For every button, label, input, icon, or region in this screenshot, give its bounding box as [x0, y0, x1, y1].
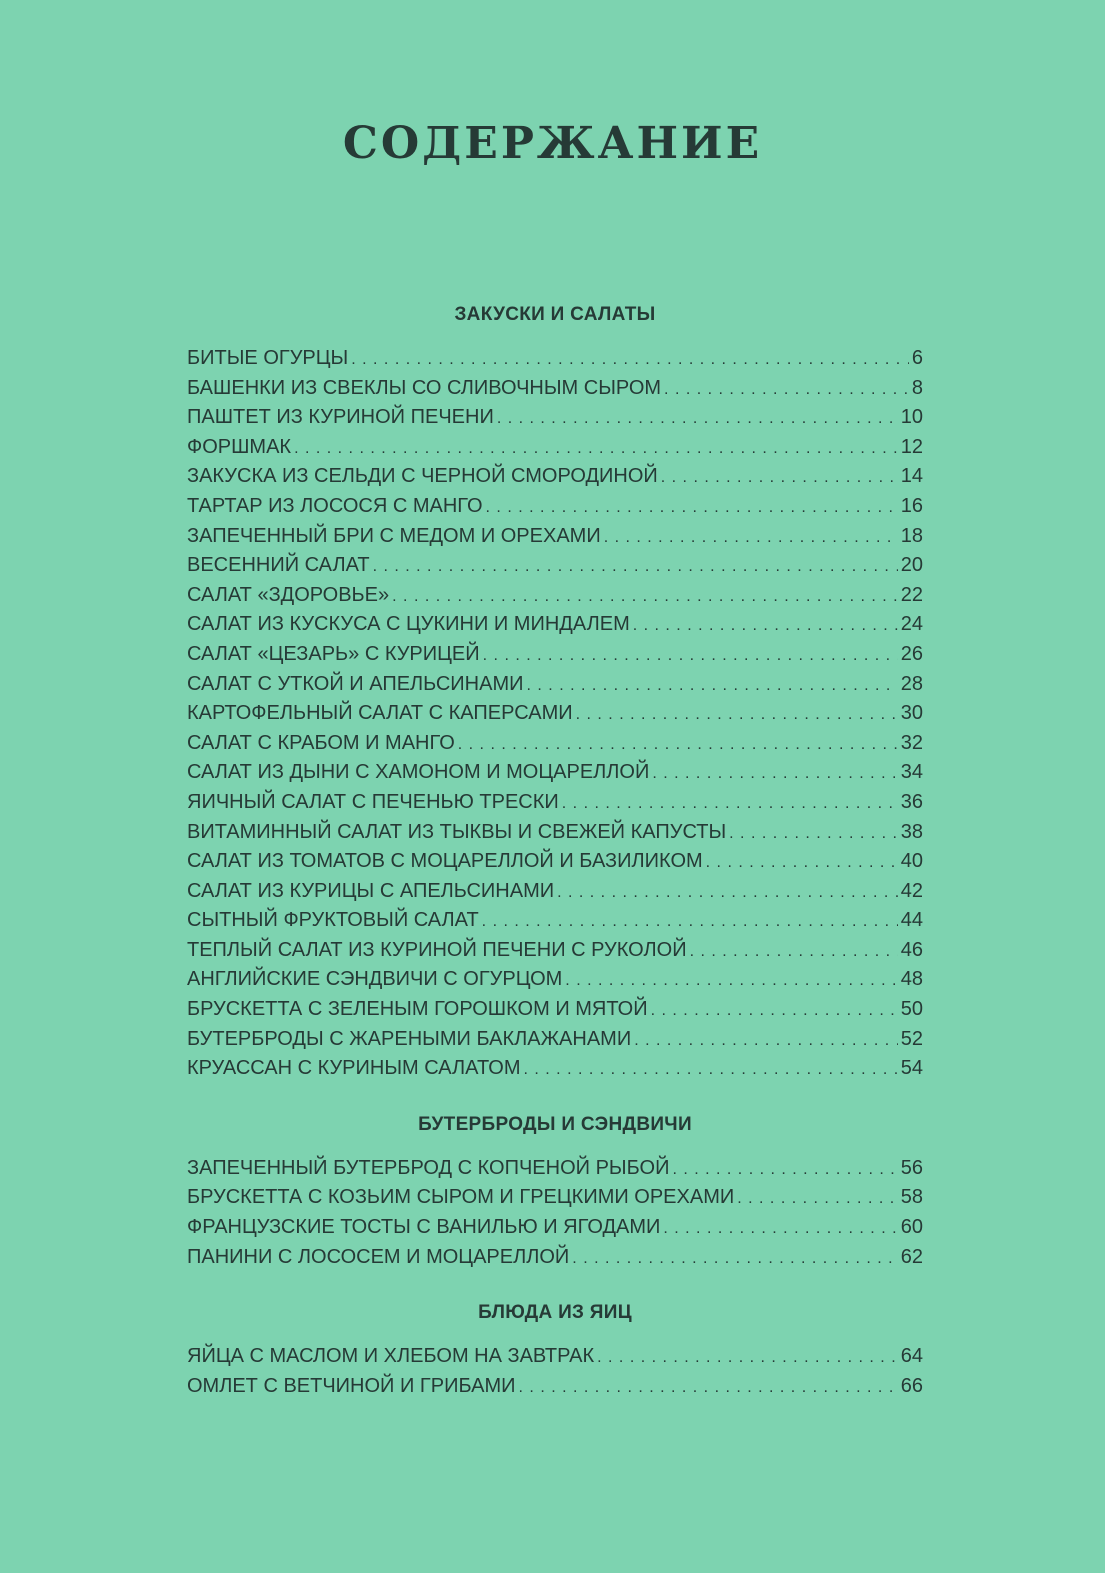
entry-title: САЛАТ С КРАБОМ И МАНГО: [187, 731, 455, 754]
dot-leader: [497, 404, 898, 434]
toc-list: [187, 1342, 923, 1401]
dot-leader: [633, 611, 898, 641]
entry-title: ЗАПЕЧЕННЫЙ БУТЕРБРОД С КОПЧЕНОЙ РЫБОЙ: [187, 1156, 670, 1179]
entry-title: ПАШТЕТ ИЗ КУРИНОЙ ПЕЧЕНИ: [187, 406, 494, 429]
entry-page-number: 42: [900, 879, 923, 902]
toc-entry[interactable]: [187, 965, 923, 995]
toc-section: [187, 300, 923, 1084]
toc-entry[interactable]: [187, 640, 923, 670]
dot-leader: [351, 345, 909, 375]
toc-list: [187, 1154, 923, 1272]
entry-page-number: 18: [900, 524, 923, 547]
toc-entry[interactable]: [187, 936, 923, 966]
entry-title: ФОРШМАК: [187, 435, 292, 458]
toc-entry[interactable]: [187, 1243, 923, 1273]
dot-leader: [604, 523, 898, 553]
entry-page-number: 32: [900, 731, 923, 754]
entry-page-number: 66: [900, 1374, 923, 1397]
entry-title: САЛАТ ИЗ КУСКУСА С ЦУКИНИ И МИНДАЛЕМ: [187, 613, 630, 636]
entry-page-number: 24: [900, 613, 923, 636]
entry-page-number: 48: [900, 968, 923, 991]
table-of-contents: [187, 300, 923, 1401]
entry-page-number: 50: [900, 998, 923, 1021]
dot-leader: [672, 1155, 897, 1185]
dot-leader: [482, 907, 898, 937]
dot-leader: [562, 789, 898, 819]
dot-leader: [652, 759, 897, 789]
dot-leader: [483, 641, 898, 671]
entry-title: САЛАТ С УТКОЙ И АПЕЛЬСИНАМИ: [187, 672, 524, 695]
entry-page-number: 20: [900, 554, 923, 577]
toc-entry[interactable]: [187, 1372, 923, 1402]
entry-title: ЯИЧНЫЙ САЛАТ С ПЕЧЕНЬЮ ТРЕСКИ: [187, 790, 559, 813]
entry-page-number: 40: [900, 850, 923, 873]
dot-leader: [527, 671, 898, 701]
entry-title: САЛАТ ИЗ ТОМАТОВ С МОЦАРЕЛЛОЙ И БАЗИЛИКОМ: [187, 850, 703, 873]
entry-page-number: 34: [900, 761, 923, 784]
dot-leader: [576, 700, 898, 730]
dot-leader: [651, 996, 898, 1026]
entry-page-number: 54: [900, 1057, 923, 1080]
entry-page-number: 58: [900, 1186, 923, 1209]
toc-entry[interactable]: [187, 699, 923, 729]
toc-entry[interactable]: [187, 462, 923, 492]
dot-leader: [458, 730, 898, 760]
entry-title: СЫТНЫЙ ФРУКТОВЫЙ САЛАТ: [187, 909, 479, 932]
entry-page-number: 38: [900, 820, 923, 843]
toc-entry[interactable]: [187, 581, 923, 611]
dot-leader: [572, 1244, 897, 1274]
entry-title: ТАРТАР ИЗ ЛОСОСЯ С МАНГО: [187, 494, 483, 517]
toc-entry[interactable]: [187, 729, 923, 759]
dot-leader: [524, 1055, 898, 1085]
dot-leader: [706, 848, 898, 878]
toc-entry[interactable]: [187, 492, 923, 522]
dot-leader: [729, 819, 898, 849]
toc-entry[interactable]: [187, 1154, 923, 1184]
toc-entry[interactable]: [187, 522, 923, 552]
entry-title: САЛАТ ИЗ ДЫНИ С ХАМОНОМ И МОЦАРЕЛЛОЙ: [187, 761, 650, 784]
entry-title: КАРТОФЕЛЬНЫЙ САЛАТ С КАПЕРСАМИ: [187, 702, 573, 725]
entry-title: ВЕСЕННИЙ САЛАТ: [187, 554, 370, 577]
entry-title: ФРАНЦУЗСКИЕ ТОСТЫ С ВАНИЛЬЮ И ЯГОДАМИ: [187, 1216, 661, 1239]
toc-entry[interactable]: [187, 877, 923, 907]
toc-entry[interactable]: [187, 1054, 923, 1084]
entry-title: ВИТАМИННЫЙ САЛАТ ИЗ ТЫКВЫ И СВЕЖЕЙ КАПУСТЫ: [187, 820, 727, 843]
section-divider: [187, 1084, 923, 1110]
toc-section: [187, 1110, 923, 1272]
entry-page-number: 64: [900, 1345, 923, 1368]
toc-entry[interactable]: [187, 610, 923, 640]
entry-page-number: 6: [911, 347, 923, 369]
entry-page-number: 26: [900, 642, 923, 665]
entry-title: ТЕПЛЫЙ САЛАТ ИЗ КУРИНОЙ ПЕЧЕНИ С РУКОЛОЙ: [187, 938, 687, 961]
entry-page-number: 60: [900, 1216, 923, 1239]
dot-leader: [663, 1214, 897, 1244]
toc-entry[interactable]: [187, 788, 923, 818]
entry-title: АНГЛИЙСКИЕ СЭНДВИЧИ С ОГУРЦОМ: [187, 968, 563, 991]
toc-entry[interactable]: [187, 670, 923, 700]
entry-page-number: 56: [900, 1156, 923, 1179]
entry-page-number: 46: [900, 938, 923, 961]
entry-page-number: 28: [900, 672, 923, 695]
section-heading: БЛЮДА ИЗ ЯИЦ: [478, 1302, 632, 1324]
toc-entry[interactable]: [187, 995, 923, 1025]
toc-entry[interactable]: [187, 403, 923, 433]
dot-leader: [634, 1026, 898, 1056]
entry-page-number: 36: [900, 790, 923, 813]
toc-entry[interactable]: [187, 374, 923, 404]
toc-entry[interactable]: [187, 758, 923, 788]
entry-page-number: 8: [911, 376, 923, 399]
entry-page-number: 52: [900, 1027, 923, 1050]
entry-page-number: 10: [900, 406, 923, 429]
dot-leader: [557, 878, 898, 908]
entry-title: ОМЛЕТ С ВЕТЧИНОЙ И ГРИБАМИ: [187, 1374, 516, 1397]
entry-title: САЛАТ «ЗДОРОВЬЕ»: [187, 583, 390, 606]
entry-title: КРУАССАН С КУРИНЫМ САЛАТОМ: [187, 1057, 521, 1080]
dot-leader: [661, 463, 898, 493]
dot-leader: [392, 582, 898, 612]
dot-leader: [690, 937, 898, 967]
dot-leader: [519, 1373, 898, 1403]
dot-leader: [373, 552, 898, 582]
entry-page-number: 44: [900, 909, 923, 932]
entry-title: БРУСКЕТТА С ЗЕЛЕНЫМ ГОРОШКОМ И МЯТОЙ: [187, 998, 648, 1021]
toc-entry[interactable]: [187, 344, 923, 374]
toc-entry[interactable]: [187, 551, 923, 581]
toc-entry[interactable]: [187, 906, 923, 936]
entry-title: БИТЫЕ ОГУРЦЫ: [187, 347, 349, 369]
toc-entry[interactable]: [187, 818, 923, 848]
page-title: СОДЕРЖАНИЕ: [342, 118, 763, 169]
entry-title: БРУСКЕТТА С КОЗЬИМ СЫРОМ И ГРЕЦКИМИ ОРЕХАМИ: [187, 1186, 735, 1209]
entry-title: САЛАТ «ЦЕЗАРЬ» С КУРИЦЕЙ: [187, 642, 480, 665]
dot-leader: [737, 1184, 898, 1214]
toc-list: [187, 344, 923, 1084]
toc-entry[interactable]: [187, 1342, 923, 1372]
entry-title: ЗАКУСКА ИЗ СЕЛЬДИ С ЧЕРНОЙ СМОРОДИНОЙ: [187, 465, 658, 488]
toc-entry[interactable]: [187, 1025, 923, 1055]
entry-page-number: 62: [900, 1245, 923, 1268]
dot-leader: [565, 966, 897, 996]
entry-page-number: 14: [900, 465, 923, 488]
toc-section: [187, 1298, 923, 1401]
entry-page-number: 12: [900, 435, 923, 458]
section-heading: БУТЕРБРОДЫ И СЭНДВИЧИ: [418, 1113, 692, 1135]
entry-page-number: 16: [900, 494, 923, 517]
entry-page-number: 30: [900, 702, 923, 725]
entry-title: ЯЙЦА С МАСЛОМ И ХЛЕБОМ НА ЗАВТРАК: [187, 1345, 595, 1368]
section-divider: [187, 1272, 923, 1298]
dot-leader: [664, 375, 909, 405]
entry-title: БУТЕРБРОДЫ С ЖАРЕНЫМИ БАКЛАЖАНАМИ: [187, 1027, 632, 1050]
dot-leader: [294, 434, 898, 464]
toc-entry[interactable]: [187, 1183, 923, 1213]
entry-title: САЛАТ ИЗ КУРИЦЫ С АПЕЛЬСИНАМИ: [187, 879, 555, 902]
dot-leader: [597, 1343, 898, 1373]
entry-title: ПАНИНИ С ЛОСОСЕМ И МОЦАРЕЛЛОЙ: [187, 1245, 570, 1268]
entry-page-number: 22: [900, 583, 923, 606]
section-heading: ЗАКУСКИ И САЛАТЫ: [454, 304, 656, 325]
dot-leader: [486, 493, 898, 523]
toc-entry[interactable]: [187, 433, 923, 463]
entry-title: БАШЕНКИ ИЗ СВЕКЛЫ СО СЛИВОЧНЫМ СЫРОМ: [187, 376, 662, 399]
toc-entry[interactable]: [187, 1213, 923, 1243]
entry-title: ЗАПЕЧЕННЫЙ БРИ С МЕДОМ И ОРЕХАМИ: [187, 524, 601, 547]
toc-entry[interactable]: [187, 847, 923, 877]
